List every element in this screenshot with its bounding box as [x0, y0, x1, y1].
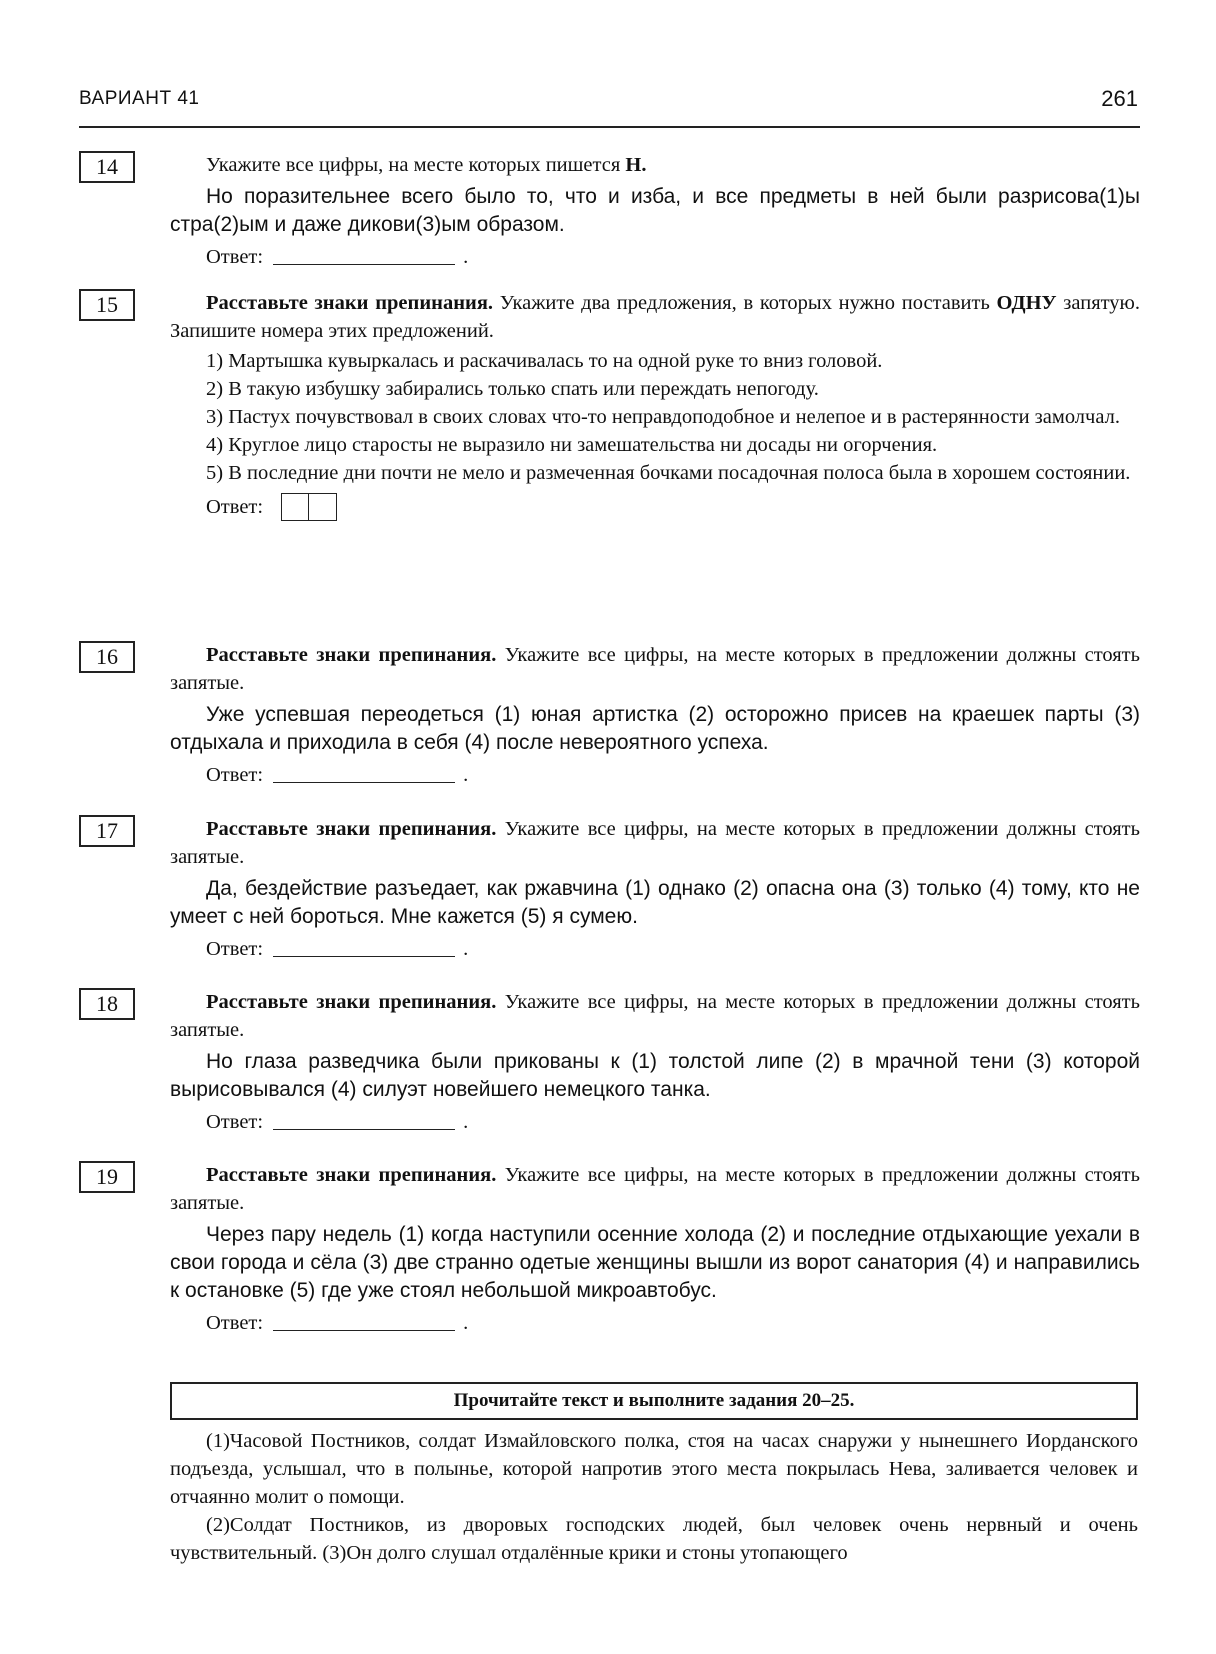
option-item: 5) В последние дни почти не мело и размеченная бочками посадочная полоса была в хорошем состоянии. — [206, 462, 1131, 484]
answer-label: Ответ: — [206, 496, 264, 518]
page-header — [79, 86, 1140, 128]
reading-task-header: Прочитайте текст и выполните задания 20–25. — [170, 1382, 1138, 1420]
option-item: 3) Пастух почувствовал в своих словах что-то неправдоподобное и нелепое и в растерянности замолчал. — [206, 406, 1120, 428]
passage-paragraph: (2)Солдат Постников, из дворовых господских людей, был человек очень нервный и очень чувствительный. (3)Он долго слушал отдалённые крики и стоны утопающего — [170, 1514, 1138, 1564]
task-number: 19 — [79, 1161, 135, 1193]
answer-field[interactable]: Ответ: . — [206, 761, 1140, 789]
task-16 — [79, 641, 1140, 789]
task-19 — [79, 1161, 1140, 1337]
answer-cell[interactable] — [281, 493, 309, 521]
answer-cell[interactable] — [309, 493, 337, 521]
answer-label: Ответ: — [206, 1111, 264, 1133]
answer-line[interactable] — [273, 1115, 455, 1130]
task-text: Но глаза разведчика были прикованы к (1) толстой липе (2) в мрачной тени (3) которой вырисовывался (4) силуэт новейшего немецкого танка. — [170, 1050, 1140, 1101]
answer-field[interactable] — [206, 493, 1140, 521]
answer-field[interactable]: Ответ: . — [206, 935, 1140, 963]
task-number: 17 — [79, 815, 135, 847]
task-18 — [79, 988, 1140, 1136]
task-instruction: Расставьте знаки препинания. Укажите все цифры, на месте которых в предложении должны стоять запятые. — [170, 818, 1140, 868]
reading-passage — [170, 1427, 1138, 1567]
passage-paragraph: (1)Часовой Постников, солдат Измайловского полка, стоя на часах снаружи у нынешнего Иорданского подъезда, услышал, что в полынье, которой напротив этого места покрылась Нева, заливается человек и отчаянно молит о помощи. — [170, 1430, 1138, 1508]
answer-field[interactable]: Ответ: . — [206, 243, 1140, 271]
task-number: 15 — [79, 289, 135, 321]
page-number: 261 — [1101, 86, 1138, 111]
task-text: Но поразительнее всего было то, что и изба, и все предметы в ней были разрисова(1)ы стра(2)ым и даже дикови(3)ым образом. — [170, 185, 1140, 236]
option-item: 1) Мартышка кувыркалась и раскачивалась то на одной руке то вниз головой. — [206, 350, 883, 372]
task-instruction: Расставьте знаки препинания. Укажите все цифры, на месте которых в предложении должны стоять запятые. — [170, 644, 1140, 694]
answer-line[interactable] — [273, 768, 455, 783]
task-number: 18 — [79, 988, 135, 1020]
answer-label: Ответ: — [206, 1312, 264, 1334]
task-instruction: Расставьте знаки препинания. Укажите все цифры, на месте которых в предложении должны стоять запятые. — [170, 1164, 1140, 1214]
answer-label: Ответ: — [206, 246, 264, 268]
task-17 — [79, 815, 1140, 963]
task-instruction: Укажите все цифры, на месте которых пишется Н. — [206, 154, 647, 176]
task-number: 14 — [79, 151, 135, 183]
task-15 — [79, 289, 1140, 521]
task-text: Через пару недель (1) когда наступили осенние холода (2) и последние отдыхающие уехали в свои города и сёла (3) две странно одетые женщины вышли из ворот санатория (4) и направились к остановке (5) где уже стоял небольшой микроавтобус. — [170, 1223, 1140, 1302]
answer-label: Ответ: — [206, 764, 264, 786]
option-item: 4) Круглое лицо старосты не выразило ни замешательства ни досады ни огорчения. — [206, 434, 938, 456]
answer-label: Ответ: — [206, 938, 264, 960]
task-instruction: Расставьте знаки препинания. Укажите все цифры, на месте которых в предложении должны стоять запятые. — [170, 991, 1140, 1041]
answer-field[interactable]: Ответ: . — [206, 1309, 1140, 1337]
task-text: Уже успевшая переодеться (1) юная артистка (2) осторожно присев на краешек парты (3) отдыхала и приходила в себя (4) после невероятного успеха. — [170, 703, 1140, 754]
task-text: Да, бездействие разъедает, как ржавчина (1) однако (2) опасна она (3) только (4) тому, кто не умеет с ней бороться. Мне кажется (5) я сумею. — [170, 877, 1140, 928]
task-instruction: Расставьте знаки препинания. Укажите два предложения, в которых нужно поставить ОДНУ запятую. Запишите номера этих предложений. — [170, 292, 1141, 342]
answer-boxes[interactable] — [281, 493, 337, 521]
answer-field[interactable]: Ответ: . — [206, 1108, 1140, 1136]
answer-line[interactable] — [273, 942, 455, 957]
task-number: 16 — [79, 641, 135, 673]
answer-line[interactable] — [273, 1316, 455, 1331]
option-item: 2) В такую избушку забирались только спать или переждать непогоду. — [206, 378, 819, 400]
variant-title: ВАРИАНТ 41 — [79, 88, 200, 109]
answer-line[interactable] — [273, 250, 455, 265]
task-14 — [79, 151, 1140, 271]
